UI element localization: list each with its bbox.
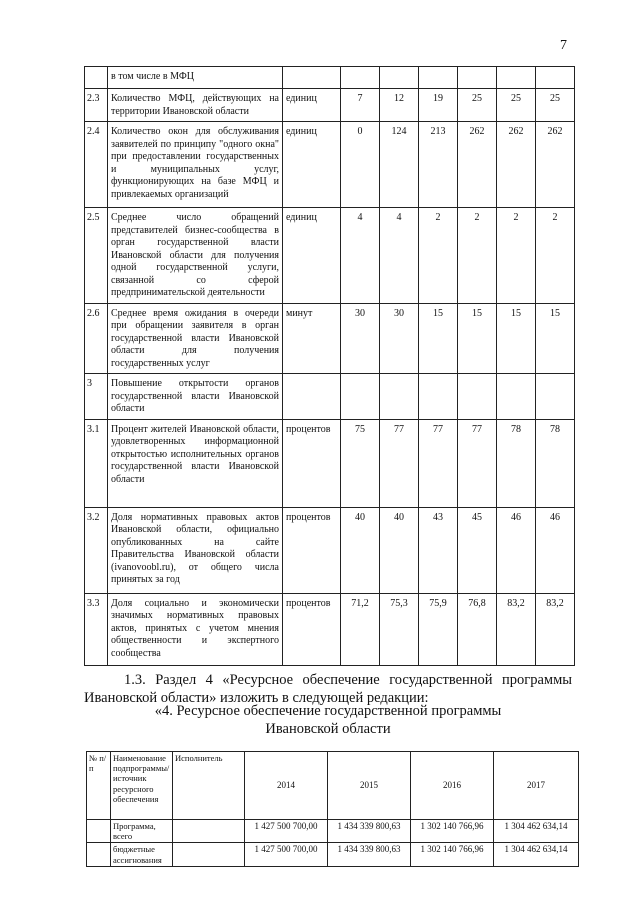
indicator-value: 40 (380, 507, 419, 593)
indicator-value: 83,2 (536, 593, 575, 665)
indicator-description: Количество МФЦ, действующих на территории Ивановской области (108, 89, 283, 122)
resources-value: 1 304 462 634,14 (494, 820, 579, 843)
indicator-value: 78 (497, 419, 536, 507)
section-heading-line2: Ивановской области (265, 721, 391, 737)
indicator-unit: единиц (283, 208, 341, 304)
indicator-row (85, 208, 575, 304)
indicator-description: Среднее число обращений представителей бизнес-сообщества в орган государственной власти Ивановской области для получения одной государственной услуги, связанной со сферой предпринимательской деятельности (108, 208, 283, 304)
indicator-description: Доля социально и экономически значимых нормативных правовых актов, принятых с учетом мнения общественности и экспертного сообщества (108, 593, 283, 665)
resources-value: 1 434 339 800,63 (328, 843, 411, 866)
indicator-value: 77 (380, 419, 419, 507)
resources-header-row (87, 752, 579, 820)
indicator-value (341, 374, 380, 420)
indicator-value: 2 (497, 208, 536, 304)
indicator-unit: минут (283, 303, 341, 374)
indicator-value: 46 (497, 507, 536, 593)
indicator-value (458, 67, 497, 89)
indicator-value: 4 (341, 208, 380, 304)
header-year: 2017 (494, 752, 579, 820)
resources-value: 1 302 140 766,96 (411, 843, 494, 866)
indicator-value: 75,3 (380, 593, 419, 665)
header-year: 2015 (328, 752, 411, 820)
indicator-value: 77 (419, 419, 458, 507)
indicator-value: 0 (341, 122, 380, 208)
resources-row (87, 843, 579, 866)
header-executor: Исполнитель (173, 752, 245, 820)
resources-value: 1 434 339 800,63 (328, 820, 411, 843)
indicator-description: Среднее время ожидания в очереди при обращении заявителя в орган государственной власти Ивановской области для получения государственных услуг (108, 303, 283, 374)
indicator-row (85, 122, 575, 208)
indicator-value (497, 374, 536, 420)
resources-executor (173, 843, 245, 866)
indicator-value: 40 (341, 507, 380, 593)
indicator-value (458, 374, 497, 420)
indicator-number: 3.2 (85, 507, 108, 593)
resources-executor (173, 820, 245, 843)
page-number: 7 (560, 38, 567, 53)
indicator-number: 2.3 (85, 89, 108, 122)
indicator-value (380, 67, 419, 89)
indicator-value: 7 (341, 89, 380, 122)
indicator-number (85, 67, 108, 89)
indicator-row (85, 303, 575, 374)
indicator-value: 2 (458, 208, 497, 304)
indicator-value (419, 67, 458, 89)
indicator-value: 43 (419, 507, 458, 593)
indicator-value: 77 (458, 419, 497, 507)
indicator-value: 19 (419, 89, 458, 122)
indicator-value: 262 (497, 122, 536, 208)
header-year: 2014 (245, 752, 328, 820)
indicator-description: Процент жителей Ивановской области, удовлетворенных информационной открытостью исполнительных органов государственной власти Ивановской области (108, 419, 283, 507)
resources-name: бюджетные ассигнования (111, 843, 173, 866)
indicator-value: 46 (536, 507, 575, 593)
indicator-unit: процентов (283, 419, 341, 507)
indicator-number: 2.4 (85, 122, 108, 208)
indicator-value: 15 (497, 303, 536, 374)
section-heading (84, 702, 572, 738)
indicator-row (85, 419, 575, 507)
indicator-unit: единиц (283, 89, 341, 122)
indicator-value (380, 374, 419, 420)
indicator-value: 12 (380, 89, 419, 122)
resources-number (87, 843, 111, 866)
indicator-value: 45 (458, 507, 497, 593)
indicator-value: 83,2 (497, 593, 536, 665)
indicator-unit: процентов (283, 507, 341, 593)
resources-value: 1 427 500 700,00 (245, 843, 328, 866)
indicator-description: в том числе в МФЦ (108, 67, 283, 89)
indicator-value: 30 (380, 303, 419, 374)
indicator-value: 262 (536, 122, 575, 208)
indicator-number: 3 (85, 374, 108, 420)
indicator-value (497, 67, 536, 89)
indicator-value: 30 (341, 303, 380, 374)
indicator-value: 213 (419, 122, 458, 208)
indicator-description: Повышение открытости органов государственной власти Ивановской области (108, 374, 283, 420)
indicator-description: Доля нормативных правовых актов Ивановской области, официально опубликованных на сайте Правительства Ивановской области (ivanovoobl.ru), от общего числа принятых за год (108, 507, 283, 593)
indicator-value (536, 67, 575, 89)
resources-row (87, 820, 579, 843)
indicator-value: 76,8 (458, 593, 497, 665)
indicator-value: 75 (341, 419, 380, 507)
indicator-unit: процентов (283, 593, 341, 665)
resources-table (86, 751, 579, 867)
section-heading-line1: «4. Ресурсное обеспечение государственной программы (154, 703, 502, 719)
indicator-row (85, 593, 575, 665)
indicator-value: 2 (419, 208, 458, 304)
indicator-value: 25 (458, 89, 497, 122)
indicator-row (85, 374, 575, 420)
header-year: 2016 (411, 752, 494, 820)
indicator-value (419, 374, 458, 420)
resources-value: 1 304 462 634,14 (494, 843, 579, 866)
indicator-row (85, 89, 575, 122)
indicator-value: 15 (419, 303, 458, 374)
indicator-value (341, 67, 380, 89)
indicator-value: 71,2 (341, 593, 380, 665)
indicator-value: 124 (380, 122, 419, 208)
indicator-value: 15 (536, 303, 575, 374)
indicator-value: 262 (458, 122, 497, 208)
indicator-number: 2.6 (85, 303, 108, 374)
indicator-value (536, 374, 575, 420)
indicator-row (85, 507, 575, 593)
amendment-paragraph: 1.3. Раздел 4 «Ресурсное обеспечение государственной программы Ивановской области» изложить в следующей редакции: (84, 672, 572, 706)
indicator-value: 2 (536, 208, 575, 304)
resources-value: 1 302 140 766,96 (411, 820, 494, 843)
indicator-description: Количество окон для обслуживания заявителей по принципу "одного окна" при предоставлении государственных и муниципальных услуг, функционирующих на базе МФЦ и привлекаемых организаций (108, 122, 283, 208)
indicator-row (85, 67, 575, 89)
indicator-value: 25 (497, 89, 536, 122)
indicator-value: 15 (458, 303, 497, 374)
indicator-value: 4 (380, 208, 419, 304)
indicator-value: 25 (536, 89, 575, 122)
indicator-number: 2.5 (85, 208, 108, 304)
header-no: № п/п (87, 752, 111, 820)
resources-number (87, 820, 111, 843)
resources-name: Программа, всего (111, 820, 173, 843)
indicator-number: 3.1 (85, 419, 108, 507)
indicator-unit: единиц (283, 122, 341, 208)
indicator-unit (283, 374, 341, 420)
indicator-unit (283, 67, 341, 89)
resources-value: 1 427 500 700,00 (245, 820, 328, 843)
indicator-value: 78 (536, 419, 575, 507)
indicator-value: 75,9 (419, 593, 458, 665)
header-name: Наименование подпрограммы/ источник ресурсного обеспечения (111, 752, 173, 820)
indicator-number: 3.3 (85, 593, 108, 665)
indicators-table (84, 66, 575, 666)
